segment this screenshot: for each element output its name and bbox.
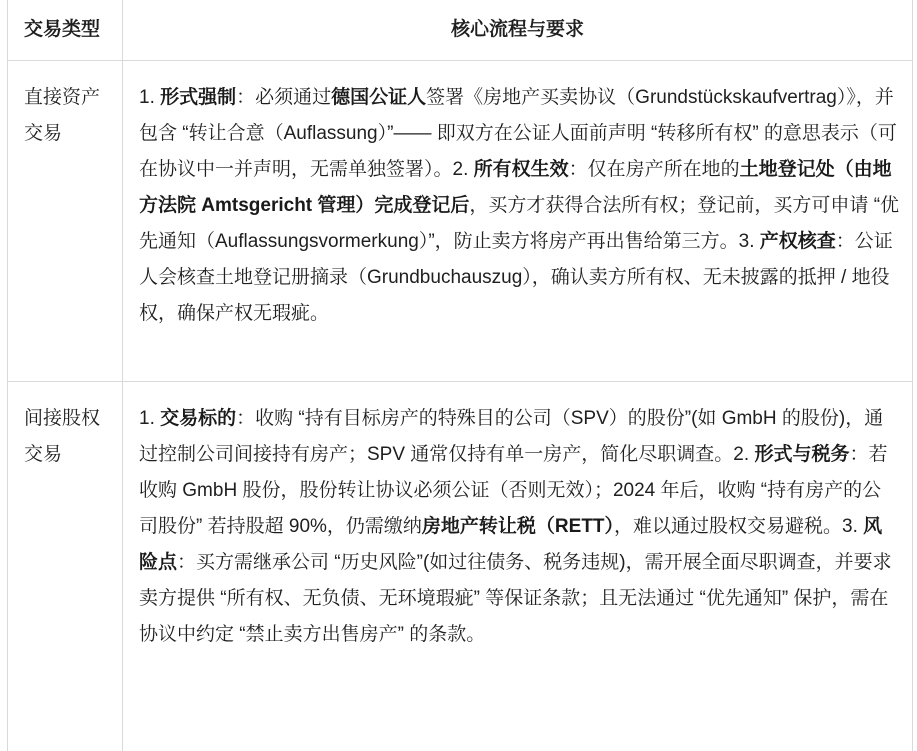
process-segment: ：买方需继承公司 “历史风险”(如过往债务、税务违规)，需开展全面尽职调查，并要求卖方提供 “所有权、无负债、无环境瑕疵” 等保证条款；且无法通过 “优先通知” 保护，需在协议中约定 “禁止卖方出售房产” 的条款。 bbox=[139, 552, 892, 645]
process-segment: ：必须通过 bbox=[236, 87, 331, 108]
process-segment-bold: 所有权生效 bbox=[474, 159, 569, 180]
process-segment: 1. bbox=[139, 87, 160, 108]
cell-transaction-type: 间接股权交易 bbox=[8, 382, 123, 751]
transaction-comparison-table bbox=[7, 0, 913, 751]
process-segment-bold: 德国公证人 bbox=[331, 87, 426, 108]
process-segment-bold: 风险点 bbox=[139, 516, 882, 573]
cell-core-process bbox=[123, 382, 913, 751]
table-header-row bbox=[8, 0, 913, 61]
process-segment: ：若收购 GmbH 股份，股份转让协议必须公证（否则无效）；2024 年后，收购 “持有房产的公司股份” 若持股超 90%，仍需缴纳 bbox=[139, 444, 887, 537]
process-segment: 1. bbox=[139, 408, 160, 429]
process-segment-bold: 形式与税务 bbox=[754, 444, 849, 465]
process-segment-bold: 交易标的 bbox=[160, 408, 236, 429]
cell-core-process bbox=[123, 61, 913, 382]
process-segment: 签署《房地产买卖协议（Grundstückskaufvertrag）》，并包含 “转让合意（Auflassung）”—— 即双方在公证人面前声明 “转移所有权” 的意思表示（可在协议中一并声明，无需单独签署）。2. bbox=[139, 87, 897, 180]
process-segment: ，难以通过股权交易避税。3. bbox=[614, 516, 863, 537]
cell-transaction-type: 直接资产交易 bbox=[8, 61, 123, 382]
process-segment-bold: 形式强制 bbox=[160, 87, 236, 108]
process-segment: ：仅在房产所在地的 bbox=[569, 159, 740, 180]
header-transaction-type: 交易类型 bbox=[8, 0, 123, 61]
process-segment-bold: 房地产转让税（RETT） bbox=[422, 516, 614, 537]
process-segment: ：收购 “持有目标房产的特殊目的公司（SPV）的股份”(如 GmbH 的股份)，通过控制公司间接持有房产；SPV 通常仅持有单一房产，简化尽职调查。2. bbox=[139, 408, 883, 465]
process-segment-bold: 产权核查 bbox=[760, 231, 836, 252]
process-segment: ：公证人会核查土地登记册摘录（Grundbuchauszug），确认卖方所有权、无未披露的抵押 / 地役权，确保产权无瑕疵。 bbox=[139, 231, 893, 324]
table-row bbox=[8, 382, 913, 751]
table-row bbox=[8, 61, 913, 382]
process-segment: ，买方才获得合法所有权；登记前，买方可申请 “优先通知（Auflassungsvormerkung）”，防止卖方将房产再出售给第三方。3. bbox=[139, 195, 899, 252]
process-segment-bold: 土地登记处（由地方法院 Amtsgericht 管理）完成登记后 bbox=[139, 159, 892, 216]
header-core-process: 核心流程与要求 bbox=[123, 0, 913, 61]
